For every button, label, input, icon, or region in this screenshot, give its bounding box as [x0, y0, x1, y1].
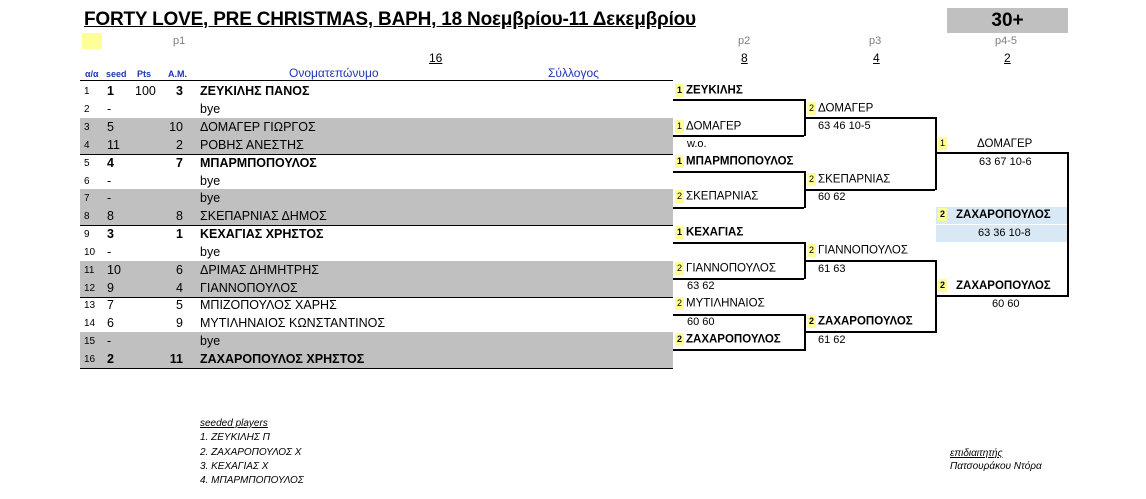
table-row: [80, 225, 673, 243]
cell-am: 1: [176, 227, 183, 241]
r3-score: 60 62: [818, 191, 846, 203]
r3-entry: 2 ΓΙΑΝΝΟΠΟΥΛΟΣ: [808, 244, 908, 257]
table-row: [80, 207, 673, 226]
r2-entry: 1 ΜΠΑΡΜΠΟΠΟΥΛΟΣ: [676, 155, 794, 168]
r2-entry: 1 ΔΟΜΑΓΕΡ: [676, 120, 742, 133]
cell-aa: 2: [84, 104, 90, 115]
cell-seed: 8: [107, 209, 114, 223]
cell-aa: 5: [84, 158, 90, 169]
cell-am: 2: [176, 138, 183, 152]
cell-name: bye: [200, 334, 221, 348]
r2-score: 63 62: [687, 280, 715, 292]
cell-aa: 4: [84, 140, 90, 151]
r4-score: 63 67 10-6: [979, 156, 1032, 168]
table-row: [80, 350, 673, 369]
cell-name: ΜΠΙΖΟΠΟΥΛΟΣ ΧΑΡΗΣ: [200, 298, 337, 312]
cell-name: ΣΚΕΠΑΡΝΙΑΣ ΔΗΜΟΣ: [200, 209, 327, 223]
cell-name: ΖΕΥΚΙΛΗΣ ΠΑΝΟΣ: [200, 84, 310, 98]
cell-seed: -: [107, 245, 112, 259]
r2-score: w.o.: [687, 138, 707, 150]
r3-score: 61 63: [818, 263, 846, 275]
r2-entry: 2 ΓΙΑΝΝΟΠΟΥΛΟΣ: [676, 262, 776, 275]
cell-am: 8: [176, 209, 183, 223]
cell-am: 5: [176, 298, 183, 312]
cell-name: ΓΙΑΝΝΟΠΟΥΛΟΣ: [200, 281, 298, 295]
cell-name: ΜΠΑΡΜΠΟΠΟΥΛΟΣ: [200, 156, 317, 170]
cell-am: 3: [176, 84, 183, 98]
cell-seed: 1: [107, 84, 114, 98]
cell-seed: -: [107, 102, 112, 116]
cell-aa: 14: [84, 318, 96, 329]
r3-entry: 2 ΖΑΧΑΡΟΠΟΥΛΟΣ: [808, 315, 913, 328]
cell-seed: -: [107, 334, 112, 348]
col-header-pts: Pts: [137, 69, 152, 79]
cell-seed: -: [107, 174, 112, 188]
cell-aa: 16: [84, 354, 96, 365]
cell-aa: 12: [84, 283, 96, 294]
cell-seed: 2: [107, 352, 114, 366]
round-count-p2: 8: [741, 51, 748, 65]
col-header-club: Σύλλογος: [548, 66, 599, 80]
col-header-aa: α/α: [85, 69, 99, 79]
header-divider: [80, 80, 673, 81]
cell-seed: 6: [107, 316, 114, 330]
page-title: FORTY LOVE, PRE CHRISTMAS, ΒΑΡΗ, 18 Νοεμβρίου-11 Δεκεμβρίου: [84, 9, 696, 30]
r3-score: 61 62: [818, 334, 846, 346]
highlight-marker: [82, 33, 102, 49]
cell-aa: 6: [84, 176, 90, 187]
cell-name: bye: [200, 245, 221, 259]
cell-aa: 3: [84, 122, 90, 133]
referee-name: Πατσουράκου Ντόρα: [950, 461, 1042, 472]
seeded-player: 3. ΚΕΧΑΓΙΑΣ Χ: [200, 461, 269, 472]
round-count-p4-5: 2: [1004, 51, 1011, 65]
table-row: [80, 243, 673, 262]
final-score: 63 36 10-8: [978, 227, 1031, 239]
r2-entry: 1 ΚΕΧΑΓΙΑΣ: [676, 226, 744, 239]
cell-aa: 15: [84, 336, 96, 347]
table-row: [80, 100, 673, 119]
col-header-name: Ονοματεπώνυμο: [289, 66, 379, 80]
round-count-p1: 16: [429, 51, 443, 65]
referee-label: επιδιαιτητής: [950, 448, 1003, 459]
table-row: [80, 189, 673, 207]
table-row: [80, 118, 673, 136]
cell-seed: 4: [107, 156, 114, 170]
table-row: [80, 154, 673, 172]
r2-score: 60 60: [687, 316, 715, 328]
r3-entry: 2 ΣΚΕΠΑΡΝΙΑΣ: [808, 173, 891, 186]
round-label-p2: p2: [738, 35, 751, 47]
r4-score: 60 60: [992, 298, 1020, 310]
age-group-badge: 30+: [947, 8, 1068, 33]
cell-am: 10: [169, 120, 183, 134]
cell-name: bye: [200, 102, 221, 116]
round-label-p4-5: p4-5: [995, 35, 1018, 47]
r3-score: 63 46 10-5: [818, 120, 871, 132]
round-label-p1: p1: [173, 35, 186, 47]
col-header-seed: seed: [106, 69, 127, 79]
seeded-player: 2. ΖΑΧΑΡΟΠΟΥΛΟΣ Χ: [200, 447, 302, 458]
r2-entry: 1 ΖΕΥΚΙΛΗΣ: [676, 84, 743, 97]
cell-name: ΜΥΤΙΛΗΝΑΙΟΣ ΚΩΝΣΤΑΝΤΙΝΟΣ: [200, 316, 386, 330]
table-row: [80, 82, 673, 100]
r2-entry: 2 ΣΚΕΠΑΡΝΙΑΣ: [676, 190, 759, 203]
cell-am: 9: [176, 316, 183, 330]
cell-aa: 13: [84, 300, 96, 311]
cell-aa: 9: [84, 229, 90, 240]
cell-aa: 8: [84, 211, 90, 222]
cell-name: ΡΟΒΗΣ ΑΝΕΣΤΗΣ: [200, 138, 304, 152]
cell-name: bye: [200, 191, 221, 205]
cell-am: 11: [169, 352, 183, 366]
cell-name: bye: [200, 174, 221, 188]
r4-entry: 2 ΖΑΧΑΡΟΠΟΥΛΟΣ: [939, 279, 1051, 292]
r2-entry: 2 ΜΥΤΙΛΗΝΑΙΟΣ: [676, 297, 765, 310]
cell-seed: 3: [107, 227, 114, 241]
cell-seed: 5: [107, 120, 114, 134]
cell-seed: 9: [107, 281, 114, 295]
cell-seed: 11: [107, 138, 120, 152]
seeded-title: seeded players: [200, 418, 268, 429]
table-row: [80, 136, 673, 155]
cell-am: 6: [176, 263, 183, 277]
table-row: [80, 332, 673, 350]
seeded-player: 4. ΜΠΑΡΜΠΟΠΟΥΛΟΣ: [200, 475, 304, 486]
round-count-p3: 4: [873, 51, 880, 65]
round-label-p3: p3: [869, 35, 882, 47]
table-row: [80, 296, 673, 314]
r4-entry: 1 ΔΟΜΑΓΕΡ: [939, 137, 1033, 150]
cell-name: ΚΕΧΑΓΙΑΣ ΧΡΗΣΤΟΣ: [200, 227, 324, 241]
cell-am: 7: [176, 156, 183, 170]
table-row: [80, 314, 673, 333]
r2-entry: 2 ΖΑΧΑΡΟΠΟΥΛΟΣ: [676, 333, 781, 346]
cell-aa: 11: [84, 265, 95, 276]
final-winner: 2 ΖΑΧΑΡΟΠΟΥΛΟΣ: [939, 208, 1051, 221]
cell-name: ΔΡΙΜΑΣ ΔΗΜΗΤΡΗΣ: [200, 263, 319, 277]
cell-am: 4: [176, 281, 183, 295]
col-header-am: A.M.: [168, 69, 187, 79]
cell-seed: 10: [107, 263, 121, 277]
cell-name: ΖΑΧΑΡΟΠΟΥΛΟΣ ΧΡΗΣΤΟΣ: [200, 352, 365, 366]
seeded-player: 1. ΖΕΥΚΙΛΗΣ Π: [200, 432, 270, 443]
cell-pts: 100: [135, 84, 156, 98]
cell-aa: 7: [84, 193, 90, 204]
r3-entry: 2 ΔΟΜΑΓΕΡ: [808, 102, 874, 115]
cell-name: ΔΟΜΑΓΕΡ ΓΙΩΡΓΟΣ: [200, 120, 316, 134]
cell-seed: 7: [107, 298, 114, 312]
table-row: [80, 261, 673, 279]
cell-seed: -: [107, 191, 112, 205]
cell-aa: 10: [84, 247, 96, 258]
cell-aa: 1: [84, 86, 90, 97]
